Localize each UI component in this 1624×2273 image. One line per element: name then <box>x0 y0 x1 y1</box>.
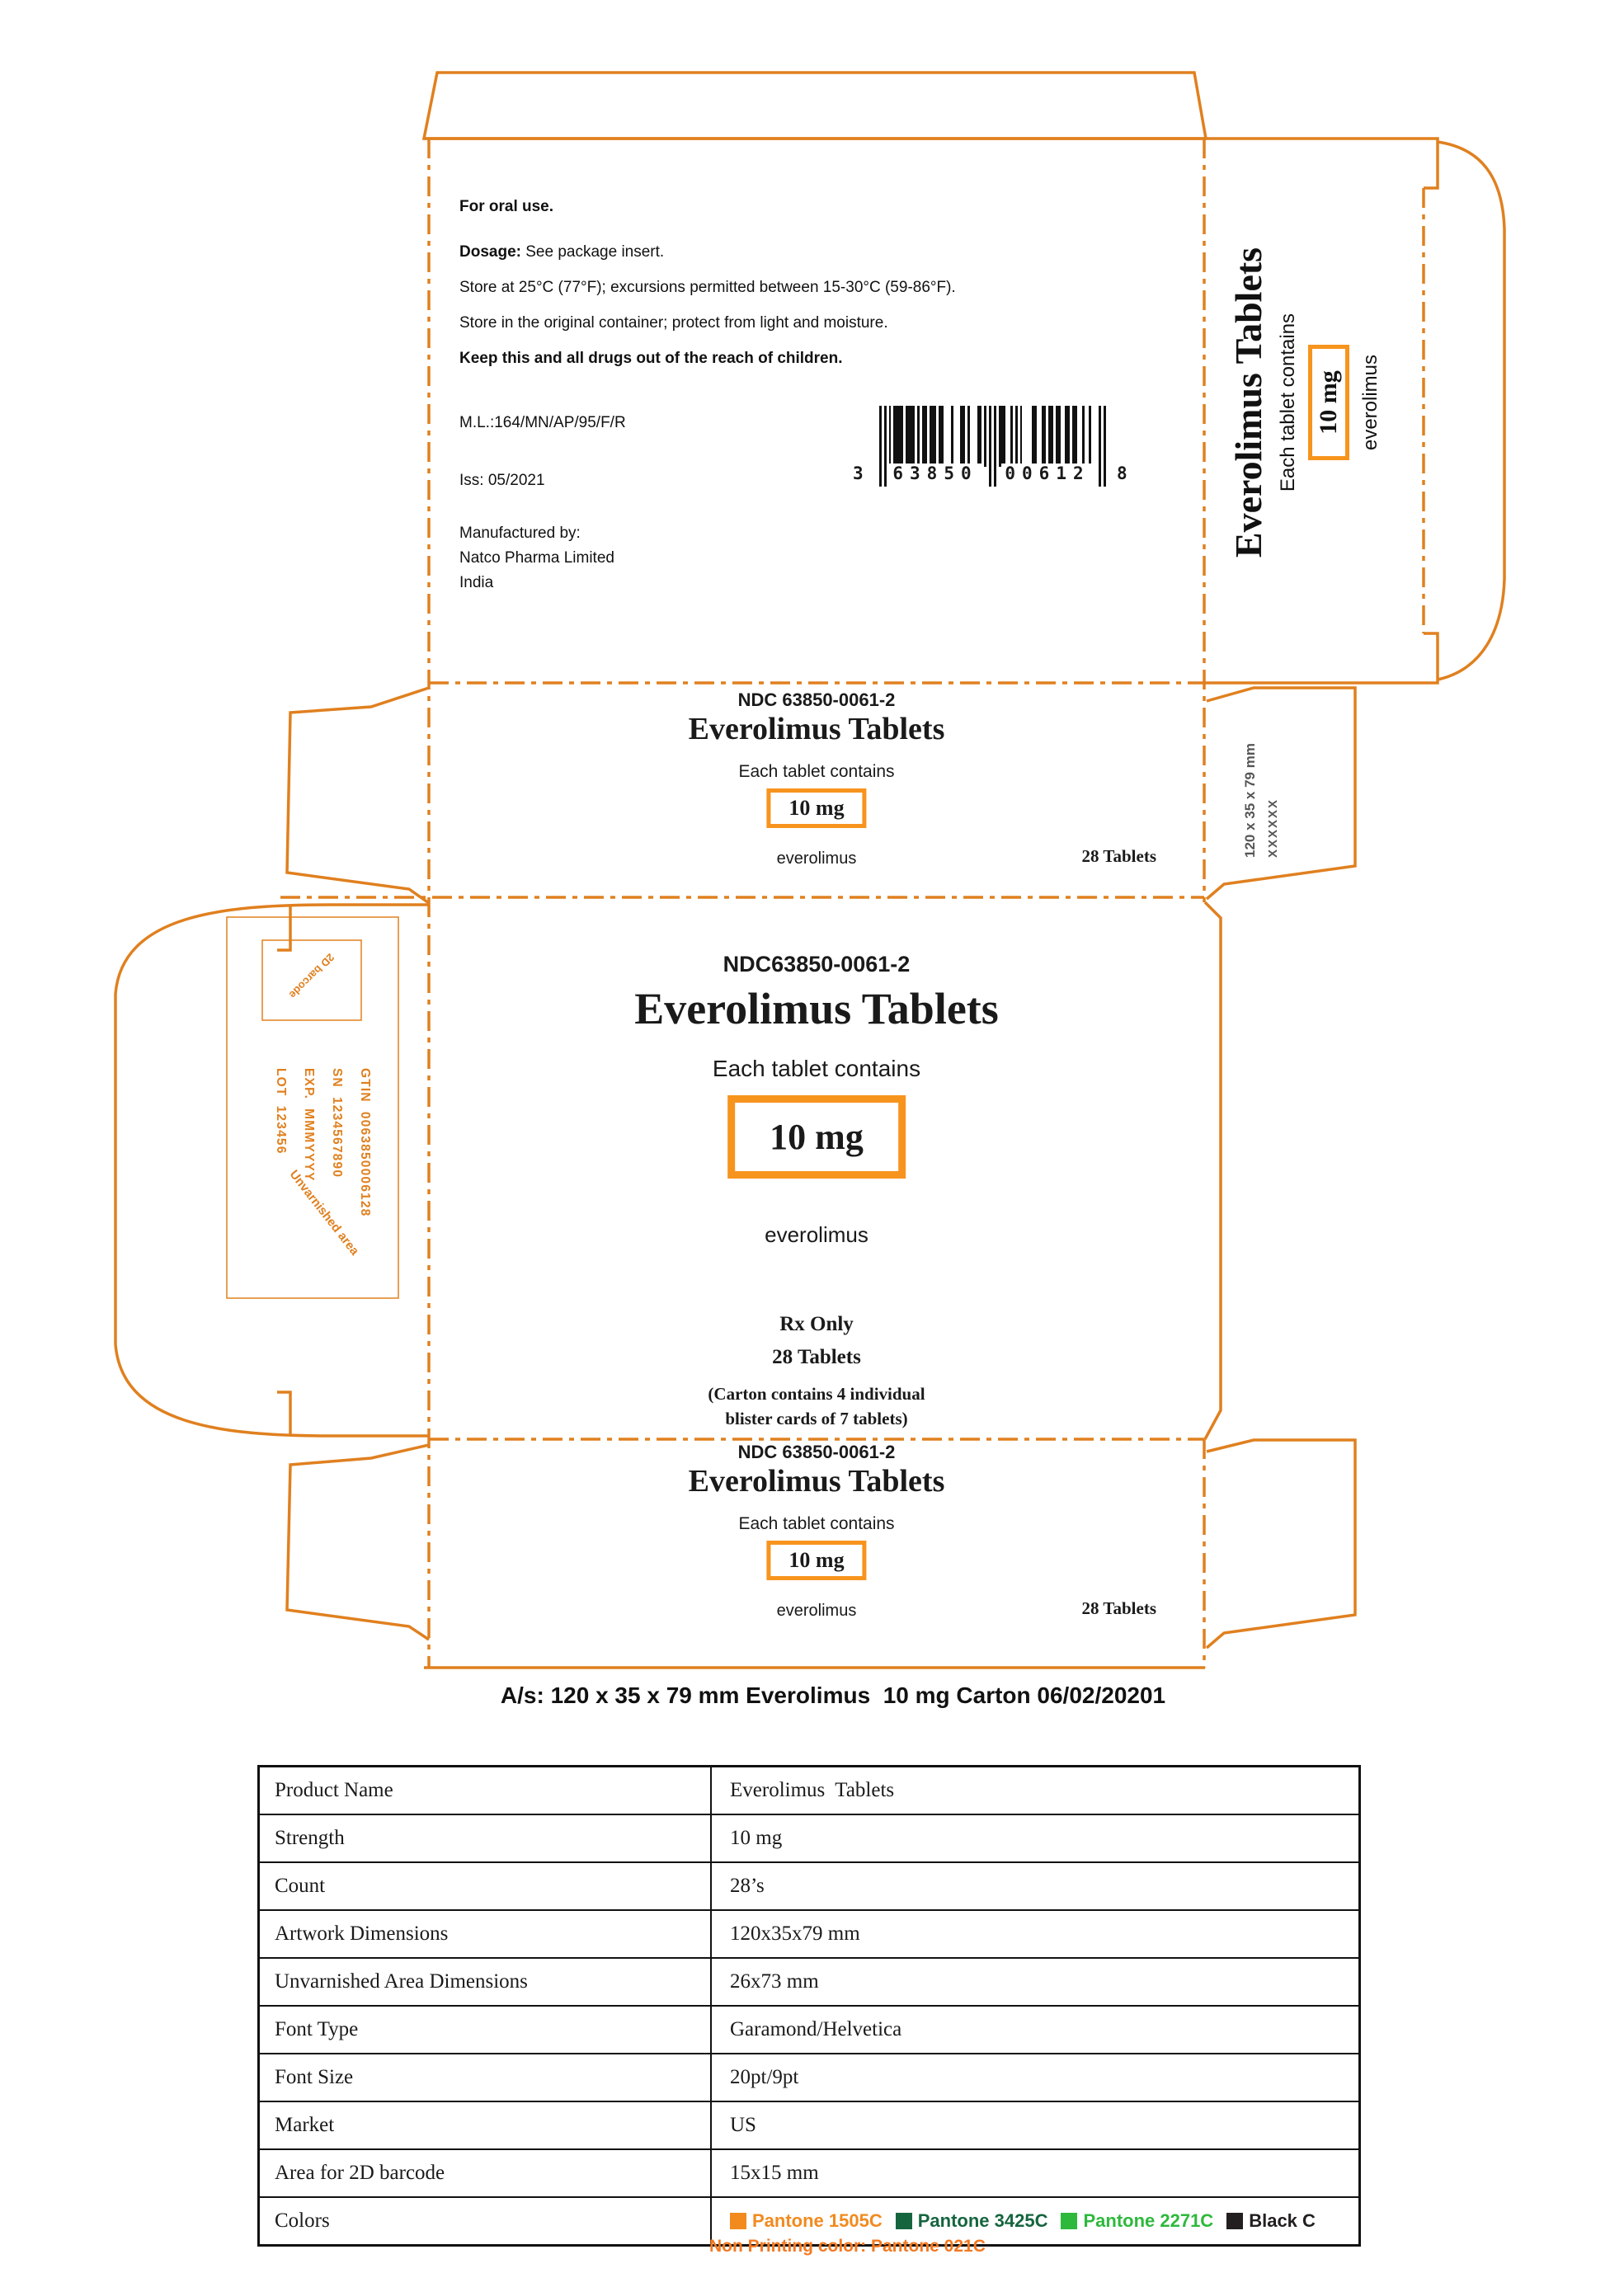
back-panel-storage-1: Store at 25°C (77°F); excursions permitted between 15-30°C (59-86°F). <box>459 279 956 296</box>
table-row <box>260 2102 1358 2150</box>
side-panel-title: Everolimus Tablets <box>1227 247 1269 558</box>
pantone-3425c-label: Pantone 3425C <box>917 2210 1048 2231</box>
top-flap-ndc: NDC 63850-0061-2 <box>737 689 896 710</box>
back-panel-dosage <box>459 243 1119 261</box>
dosage-text: See package insert. <box>520 243 665 261</box>
row-value: 26x73 mm <box>730 1970 819 1993</box>
top-flap-count: 28 Tablets <box>1081 846 1156 866</box>
pantone-1505c-swatch <box>730 2213 746 2229</box>
upc-barcode <box>853 406 1127 498</box>
main-panel-right-edge <box>1205 902 1221 1439</box>
back-panel-ml-number: M.L.:164/MN/AP/95/F/R <box>459 414 626 431</box>
table-row <box>260 2150 1358 2198</box>
dimension-text: 120 x 35 x 79 mm <box>1242 743 1258 858</box>
front-panel-rx-only: Rx Only <box>779 1313 854 1335</box>
bottom-flap-generic: everolimus <box>776 1602 857 1620</box>
front-panel-title: Everolimus Tablets <box>634 984 999 1033</box>
row-value: 10 mg <box>730 1827 783 1849</box>
row-value: 15x15 mm <box>730 2162 819 2184</box>
front-panel <box>429 940 1204 1435</box>
side-panel-generic: everolimus <box>1359 354 1382 451</box>
top-flap-strength-box: 10 mg <box>766 788 866 828</box>
gtin-line: GTIN 0063850006128 <box>358 1068 372 1217</box>
top-flap-contains: Each tablet contains <box>738 762 895 781</box>
table-row <box>260 1767 1358 1815</box>
row-label: Count <box>260 1863 712 1909</box>
row-label: Strength <box>260 1815 712 1861</box>
side-panel-contains: Each tablet contains <box>1277 313 1299 492</box>
table-row <box>260 1911 1358 1959</box>
mfg-line-1: Manufactured by: <box>459 525 581 542</box>
glue-flap-top-outline <box>424 73 1206 139</box>
bottom-flap-title: Everolimus Tablets <box>688 1464 945 1499</box>
sn-line: SN 1234567890 <box>330 1068 344 1179</box>
dosage-label: Dosage: <box>459 243 521 261</box>
row-value: 120x35x79 mm <box>730 1922 860 1945</box>
table-row <box>260 1815 1358 1863</box>
dimension-placeholder: XXXXXX <box>1266 798 1280 858</box>
back-panel-issue-date: Iss: 05/2021 <box>459 472 545 489</box>
pantone-3425c-swatch <box>896 2213 912 2229</box>
table-row <box>260 2007 1358 2054</box>
barcode-digit-check: 8 <box>1117 464 1127 483</box>
barcode-digit-right-group: 00612 <box>1001 464 1094 483</box>
front-panel-ndc: NDC63850-0061-2 <box>723 952 911 976</box>
table-row <box>260 2054 1358 2102</box>
top-flap-generic: everolimus <box>776 849 857 868</box>
row-label: Font Type <box>260 2007 712 2053</box>
pantone-1505c-label: Pantone 1505C <box>752 2210 883 2231</box>
front-panel-count: 28 Tablets <box>772 1346 861 1368</box>
back-panel-manufacturer <box>459 525 1119 592</box>
row4-right-flap <box>1207 1440 1355 1648</box>
row-label: Product Name <box>260 1767 712 1814</box>
bottom-flap-ndc: NDC 63850-0061-2 <box>737 1442 896 1462</box>
top-flap-panel <box>429 685 1204 899</box>
artwork-caption: A/s: 120 x 35 x 79 mm Everolimus 10 mg Carton 06/02/20201 <box>500 1682 1166 1708</box>
row-label: Unvarnished Area Dimensions <box>260 1959 712 2005</box>
black-c-swatch <box>1226 2213 1243 2229</box>
side-panel <box>1226 135 1418 670</box>
bottom-flap-contains: Each tablet contains <box>738 1514 895 1533</box>
row-label: Colors <box>260 2198 712 2244</box>
row-label: Area for 2D barcode <box>260 2150 712 2196</box>
back-panel-storage-2: Store in the original container; protect from light and moisture. <box>459 314 888 332</box>
top-flap-title: Everolimus Tablets <box>688 712 945 746</box>
side-panel-strength-box: 10 mg <box>1308 345 1349 460</box>
row-value: Everolimus Tablets <box>730 1779 895 1801</box>
color-swatch-group <box>730 2210 1329 2232</box>
table-row <box>260 1959 1358 2007</box>
row-value: 20pt/9pt <box>730 2066 799 2088</box>
row2-left-flap <box>287 688 429 903</box>
row-label: Market <box>260 2102 712 2148</box>
tuck-flap-curve <box>1438 142 1504 680</box>
barcode-2d-label: 2D barcode <box>286 951 337 1001</box>
front-panel-carton-note-2: blister cards of 7 tablets) <box>725 1409 908 1428</box>
mfg-line-3: India <box>459 574 494 591</box>
row-value: Garamond/Helvetica <box>730 2018 902 2040</box>
unvarnished-area-label: Unvarnished area <box>286 1167 362 1259</box>
row-value: 28’s <box>730 1875 765 1897</box>
front-panel-generic: everolimus <box>765 1222 868 1247</box>
row-label: Artwork Dimensions <box>260 1911 712 1957</box>
lot-line: LOT 123456 <box>274 1068 288 1155</box>
dimension-flap-text <box>1239 716 1287 858</box>
barcode-bar <box>1104 406 1106 487</box>
front-panel-strength-box: 10 mg <box>727 1095 906 1179</box>
back-panel-oral-use: For oral use. <box>459 198 554 215</box>
front-panel-carton-note-1: (Carton contains 4 individual <box>708 1384 925 1404</box>
non-printing-color-note: Non Printing color: Pantone 021C <box>709 2237 986 2256</box>
exp-line: EXP. MMMYYYY <box>302 1068 316 1182</box>
barcode-digit-left-group: 63850 <box>889 464 981 483</box>
bottom-flap-panel <box>429 1437 1204 1651</box>
table-row <box>260 1863 1358 1911</box>
row-value: US <box>730 2114 756 2136</box>
black-c-label: Black C <box>1249 2210 1316 2231</box>
back-panel-keep-away: Keep this and all drugs out of the reach of children. <box>459 350 843 367</box>
row-label: Font Size <box>260 2054 712 2101</box>
spec-table <box>257 1765 1361 2247</box>
barcode-digit-prefix: 3 <box>853 464 864 483</box>
row4-left-flap <box>287 1445 429 1640</box>
pantone-2271c-swatch <box>1061 2213 1077 2229</box>
pantone-2271c-label: Pantone 2271C <box>1083 2210 1214 2231</box>
front-panel-contains: Each tablet contains <box>712 1056 921 1081</box>
bottom-flap-strength-box: 10 mg <box>766 1541 866 1580</box>
bottom-flap-count: 28 Tablets <box>1081 1598 1156 1618</box>
mfg-line-2: Natco Pharma Limited <box>459 549 614 567</box>
